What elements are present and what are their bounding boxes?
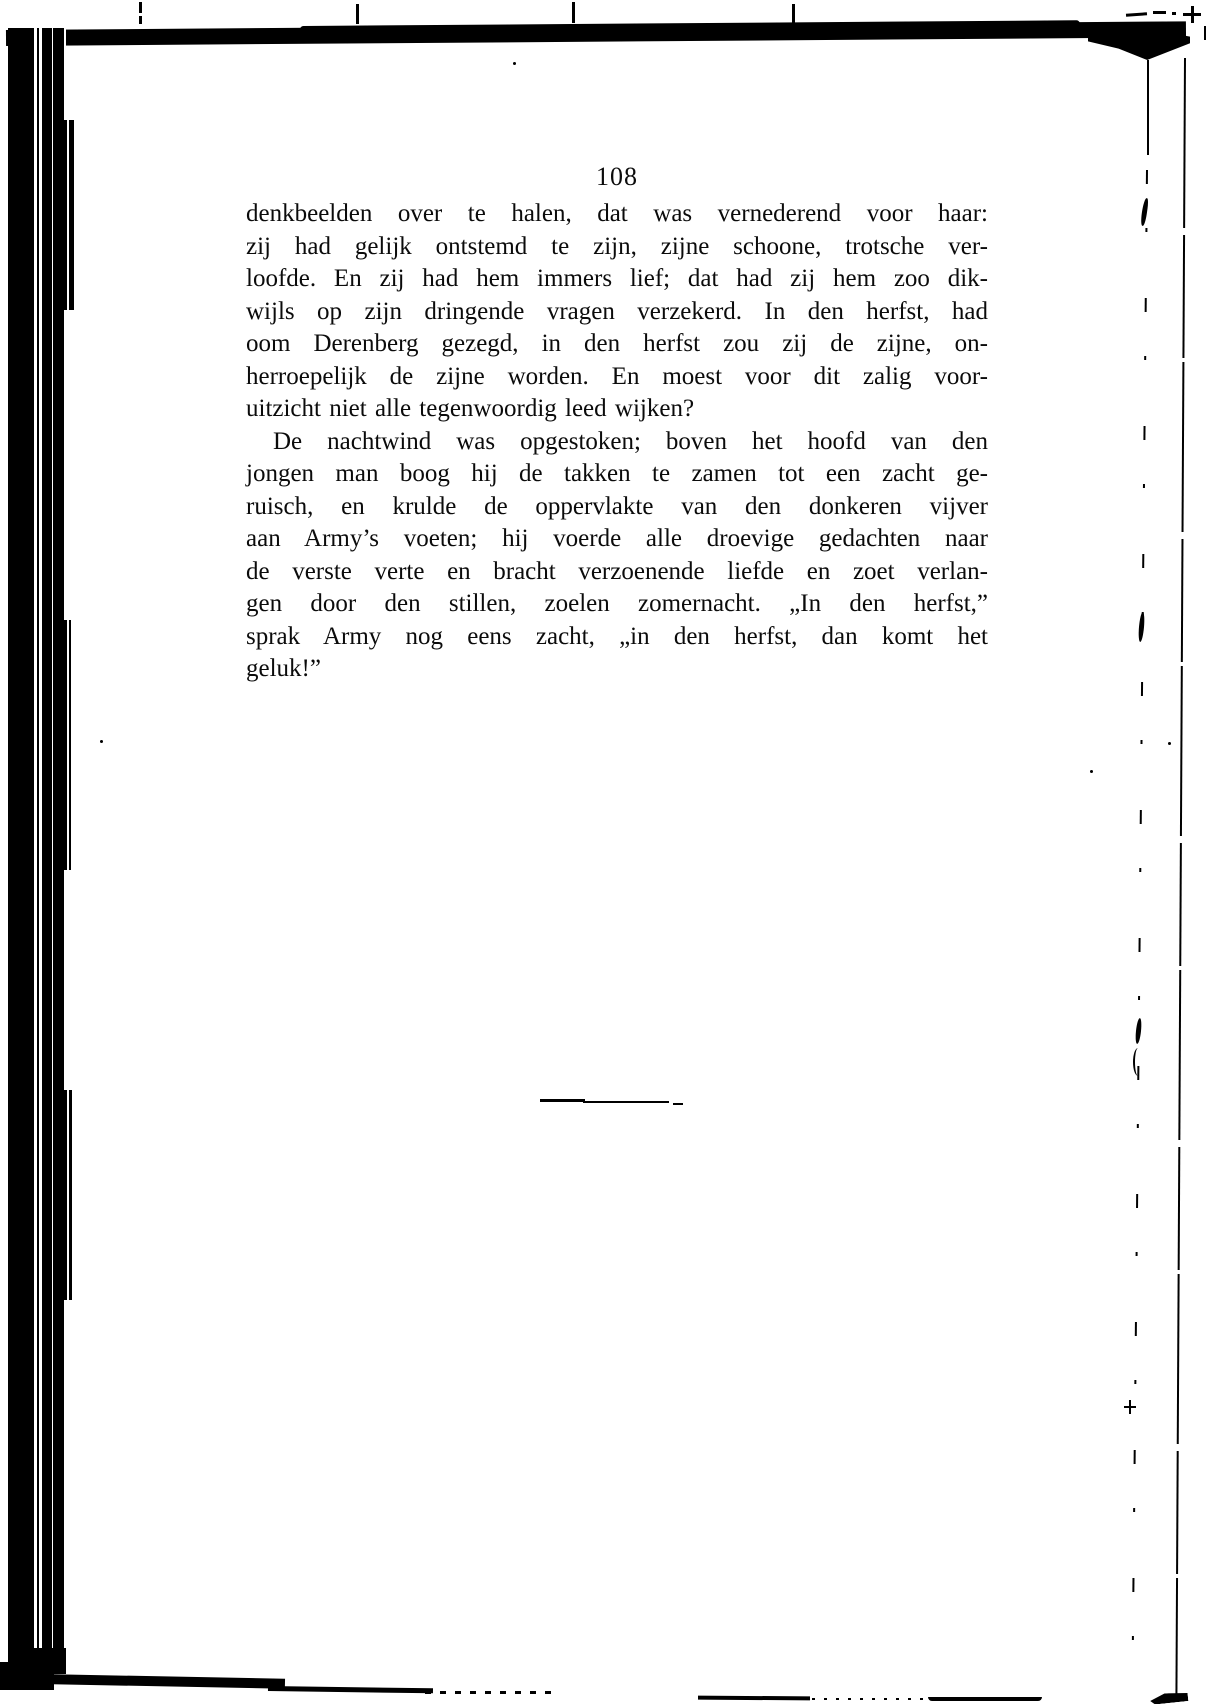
text-line: oom Derenberg gezegd, in den herfst zou zij de zijne, on- [246,330,988,357]
binding-shadow [8,28,66,1674]
scan-artifact-tick [792,4,795,23]
paragraph [246,426,988,686]
scan-artifact-tick [139,2,142,13]
scan-artifact-tick [572,2,575,23]
text-line: uitzicht niet alle tegenwoordig leed wijken? [246,395,695,422]
scan-artifact-bottom-dots [425,1691,555,1694]
scan-artifact-dot [1090,770,1093,773]
scan-artifact-corner-tick [1204,26,1206,40]
scan-artifact-corner-plus [1191,6,1194,23]
scan-artifact-dot [100,740,103,743]
text-line: geluk!” [246,655,321,682]
text-line: De nachtwind was opgestoken; boven het hoofd van den [273,427,988,455]
binding-shadow-edge [64,120,74,310]
scan-artifact-corner-dash [1153,11,1166,14]
scan-artifact-plus [1129,1400,1131,1414]
text-column [246,163,988,686]
text-line: de verste verte en bracht verzoenende liefde en zoet verlan- [246,557,988,585]
scan-artifact-dot [513,62,516,65]
scan-artifact-dot [1168,742,1171,745]
text-line: sprak Army nog eens zacht, „in den herfst, dan komt het [246,622,988,650]
scan-artifact-corner-dash [1126,12,1147,16]
binding-shadow-foot [8,1648,66,1674]
scan-artifact-bottom-segment [928,1697,1042,1701]
scan-artifact-bottom-bar [40,1674,285,1689]
text-line: wijls op zijn dringende vragen verzekerd. In den herfst, had [246,297,988,325]
text-line: aan Army’s voeten; hij voerde alle droevige gedachten naar [246,525,988,552]
paragraph [246,198,988,426]
scan-artifact-blob [1135,1018,1143,1044]
text-line: ruisch, en krulde de oppervlakte van den donkeren vijver [246,492,988,520]
scan-artifact-bottom-corner-blob [1150,1691,1189,1704]
scan-artifact-inner-line [1147,60,1149,155]
text-line: jongen man boog hij de takken te zamen tot een zacht ge- [246,460,988,487]
scan-artifact-inner-line-broken [1132,170,1148,1675]
separator-rule [540,1099,585,1102]
scan-artifact-bottom-bar [268,1686,433,1693]
text-line: zij had gelijk ontstemd te zijn, zijne schoone, trotsche ver- [246,232,988,260]
scan-artifact-tick [139,16,142,24]
scan-artifact-bottom-segment [698,1696,810,1701]
scan-artifact-curve [1133,1048,1143,1076]
scan-artifact-bottom-dots [812,1698,930,1700]
binding-shadow-edge [64,1090,72,1300]
text-line: denkbeelden over te halen, dat was vernederend voor haar: [246,200,988,227]
text-line: loofde. En zij had hem immers lief; dat had zij hem zoo dik- [246,265,988,292]
text-line: herroepelijk de zijne worden. En moest voor dit zalig voor- [246,362,988,390]
scan-artifact-top-bar-hook [1088,30,1190,60]
separator-rule [583,1101,669,1103]
binding-shadow-edge [64,620,71,870]
text-line: gen door den stillen, zoelen zomernacht. „In den herfst,” [246,590,988,617]
scan-artifact-corner-dot [1172,12,1176,15]
separator-rule-dash [673,1103,683,1105]
scan-artifact-blob [1138,612,1146,642]
page-number: 108 [596,162,638,191]
scan-artifact-tick [356,4,359,24]
page-edge-line [1175,58,1186,1696]
